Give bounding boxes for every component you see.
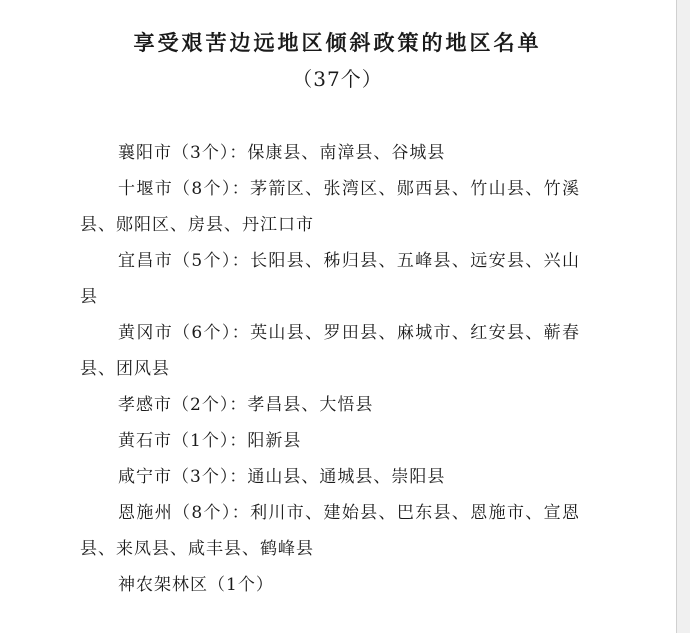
- region-paragraph-enshi: 恩施州（8个）：利川市、建始县、巴东县、恩施市、宣恩县、来凤县、咸丰县、鹤峰县: [80, 503, 580, 559]
- region-paragraph-xiaogan: 孝感市（2个）：孝昌县、大悟县: [118, 395, 374, 415]
- viewer-background-strip: [677, 0, 690, 633]
- document-body: [80, 135, 580, 603]
- region-paragraph-huanggang: 黄冈市（6个）：英山县、罗田县、麻城市、红安县、蕲春县、团风县: [80, 323, 580, 379]
- region-paragraph-yichang: 宜昌市（5个）：长阳县、秭归县、五峰县、远安县、兴山县: [80, 251, 580, 307]
- region-paragraph-shennongjia: 神农架林区（1个）: [118, 575, 274, 595]
- region-paragraph-xiangyang: 襄阳市（3个）：保康县、南漳县、谷城县: [118, 143, 446, 163]
- region-paragraph-shiyan: 十堰市（8个）：茅箭区、张湾区、郧西县、竹山县、竹溪县、郧阳区、房县、丹江口市: [80, 179, 580, 235]
- region-paragraph-huangshi: 黄石市（1个）：阳新县: [118, 431, 302, 451]
- document-subtitle: （37个）: [292, 67, 383, 91]
- region-paragraph-xianning: 咸宁市（3个）：通山县、通城县、崇阳县: [118, 467, 446, 487]
- document-title: 享受艰苦边远地区倾斜政策的地区名单: [133, 31, 542, 55]
